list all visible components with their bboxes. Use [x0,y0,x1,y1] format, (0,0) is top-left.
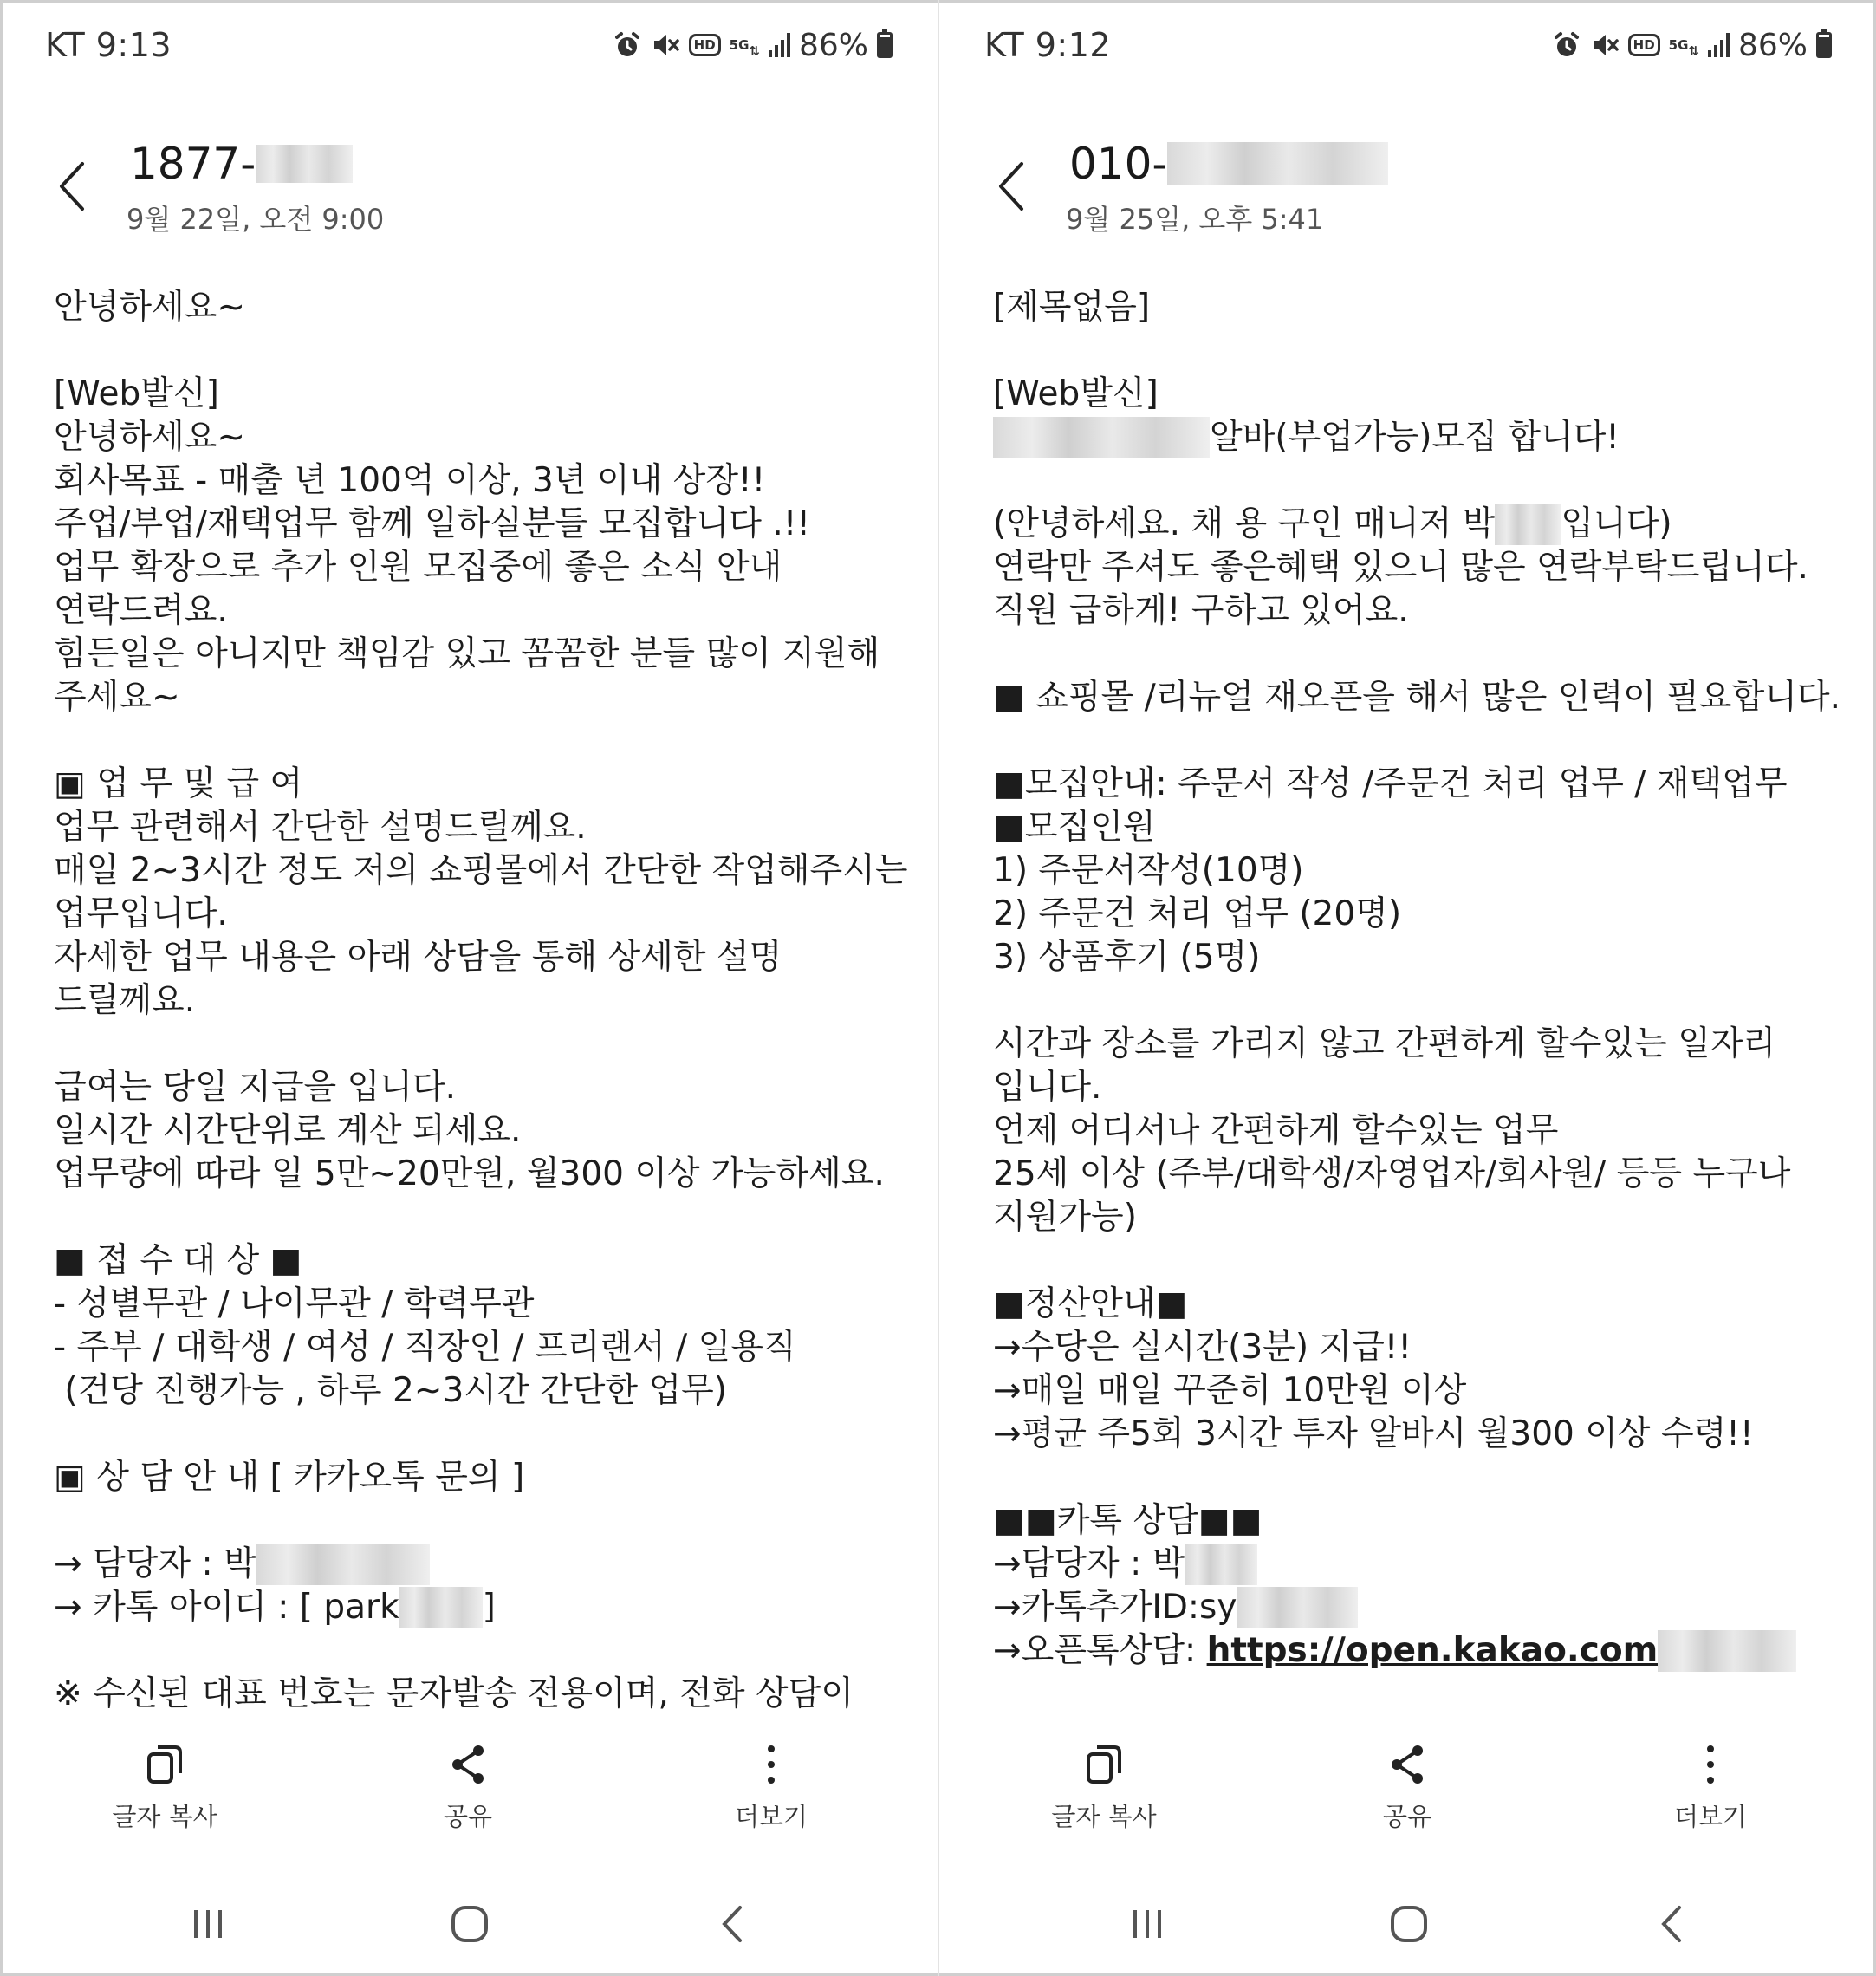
hd-voice-icon: HD [689,34,721,56]
blank-line [993,979,1851,1023]
message-date: 9월 25일, 오후 5:41 [1066,203,1324,236]
chevron-left-icon [994,160,1029,212]
contact-manager-line: →담당자 : 박 [993,1543,1851,1586]
blank-line [993,1239,1851,1283]
back-button[interactable] [50,156,94,217]
status-bar [45,23,893,68]
message-line: 연락드려요. [54,591,228,630]
message-body [993,286,1851,1729]
blank-line [54,329,912,373]
redacted-block [256,1544,430,1585]
back-arrow-icon [719,1904,745,1944]
copy-text-button[interactable] [1009,1742,1199,1833]
mute-icon [651,30,680,60]
home-button[interactable] [435,1898,504,1950]
redacted-block [399,1587,483,1628]
share-button[interactable] [373,1742,563,1833]
message-line: 업무입니다. [54,894,228,933]
5g-icon: 5G ⇅ [729,36,760,59]
message-line: 급여는 당일 지급을 입니다. [54,1068,457,1107]
message-line: 1) 주문서작성(10명) [993,851,1304,890]
redacted-block [993,417,1210,458]
message-body [54,286,912,1729]
hd-voice-icon: HD [1628,34,1660,56]
message-line: ■모집안내: 주문서 작성 /주문건 처리 업무 / 재택업무 [993,764,1788,803]
more-button[interactable] [676,1742,867,1833]
message-line: 3) 상품후기 (5명) [993,938,1261,977]
alarm-icon [1552,30,1581,60]
blank-line [54,719,912,763]
system-back-button[interactable] [698,1898,767,1950]
share-icon [1386,1742,1428,1787]
more-button[interactable] [1615,1742,1806,1833]
message-line: 업무 확장으로 추가 인원 모집중에 좋은 소식 안내 [54,548,782,587]
message-line: [Web발신] [993,374,1159,413]
message-line: 매일 2~3시간 정도 저의 쇼핑몰에서 간단한 작업해주시는 [54,851,908,890]
signal-icon [1708,33,1730,57]
home-icon [450,1904,490,1944]
message-line: ■ 쇼핑몰 /리뉴얼 재오픈을 해서 많은 인력이 필요합니다. [993,678,1840,717]
chevron-left-icon [55,160,89,212]
message-date: 9월 22일, 오전 9:00 [127,203,385,236]
contact-manager-line: → 담당자 : 박 [54,1543,912,1586]
more-label: 더보기 [734,1802,808,1831]
open-chat-line: →오픈톡상담: https://open.kakao.com [993,1629,1851,1673]
message-line: 안녕하세요~ [54,418,246,457]
message-action-bar [939,1742,1876,1863]
message-line: 입니다. [993,1068,1102,1107]
blank-line [54,1413,912,1456]
recents-button[interactable] [1113,1898,1182,1950]
system-navigation-bar [939,1881,1876,1967]
copy-icon [1083,1742,1125,1787]
redacted-block [1185,1544,1257,1585]
system-navigation-bar [0,1881,938,1967]
message-action-bar [0,1742,938,1863]
blank-line [993,329,1851,373]
recents-icon [189,1907,227,1941]
message-header [45,130,903,243]
message-line: ■모집인원 [993,808,1156,847]
message-line: 지원가능) [993,1198,1137,1237]
message-line: 2) 주문건 처리 업무 (20명) [993,894,1402,933]
blank-line [54,1499,912,1543]
share-label: 공유 [443,1802,493,1831]
battery-icon [1816,32,1832,58]
more-vertical-icon [1690,1742,1731,1787]
blank-line [54,1196,912,1239]
open-chat-link[interactable]: https://open.kakao.com [1206,1631,1659,1670]
copy-text-label: 글자 복사 [112,1802,217,1831]
home-icon [1389,1904,1429,1944]
message-line: 시간과 장소를 가리지 않고 간편하게 할수있는 일자리 [993,1024,1776,1063]
recents-button[interactable] [173,1898,243,1950]
message-line: 업무 관련해서 간단한 설명드릴께요. [54,808,587,847]
message-line: 회사목표 - 매출 년 100억 이상, 3년 이내 상장!! [54,461,766,500]
redacted-block [1658,1630,1796,1672]
message-line: 주세요~ [54,678,180,717]
message-line: ■■카톡 상담■■ [993,1501,1263,1540]
message-line: 주업/부업/재택업무 함께 일하실분들 모집합니다 .!! [54,504,811,543]
battery-percent: 86% [1737,27,1808,63]
blank-line [54,1629,912,1673]
more-vertical-icon [750,1742,792,1787]
redacted-block [1167,142,1388,185]
redacted-block [1237,1587,1358,1628]
message-line: ▣ 상 담 안 내 [ 카카오톡 문의 ] [54,1458,525,1497]
phone-screen-right [939,0,1876,1976]
blank-line [993,1456,1851,1499]
signal-icon [769,33,790,57]
message-line: 업무량에 따라 일 5만~20만원, 월300 이상 가능하세요. [54,1154,885,1193]
message-line: ■정산안내■ [993,1284,1188,1323]
recents-icon [1128,1907,1166,1941]
redacted-block [1495,504,1561,545]
message-line: 드릴께요. [54,981,196,1020]
carrier-time: KT 9:13 [45,26,172,64]
back-arrow-icon [1659,1904,1685,1944]
battery-icon [877,32,893,58]
message-line: ▣ 업 무 및 급 여 [54,764,303,803]
copy-text-label: 글자 복사 [1051,1802,1157,1831]
alarm-icon [613,30,642,60]
blank-line [993,459,1851,503]
message-line: [Web발신] [54,374,219,413]
kakao-id-line: →카톡추가ID:sy [993,1586,1851,1629]
kakao-id-line: → 카톡 아이디 : [ park ] [54,1588,496,1627]
message-header [984,130,1842,243]
share-label: 공유 [1382,1802,1432,1831]
message-line: ※ 수신된 대표 번호는 문자발송 전용이며, 전화 상담이 [54,1674,854,1713]
status-icons [1552,28,1832,63]
recruit-line: 알바(부업가능)모집 합니다! [993,416,1851,459]
mute-icon [1590,30,1620,60]
blank-line [993,633,1851,676]
sender-number: 1877- [130,139,353,189]
redacted-block [256,145,353,183]
system-back-button[interactable] [1637,1898,1706,1950]
message-line: (건당 진행가능 , 하루 2~3시간 간단한 업무) [54,1371,728,1410]
share-button[interactable] [1312,1742,1503,1833]
status-bar [984,23,1832,68]
message-line: ■ 접 수 대 상 ■ [54,1241,302,1280]
message-line: 자세한 업무 내용은 아래 상담을 통해 상세한 설명 [54,938,782,977]
copy-icon [144,1742,185,1787]
message-line: 25세 이상 (주부/대학생/자영업자/회사원/ 등등 누구나 [993,1154,1791,1193]
home-button[interactable] [1374,1898,1444,1950]
message-line: →수당은 실시간(3분) 지급!! [993,1328,1412,1367]
status-icons [613,28,893,63]
back-button[interactable] [990,156,1033,217]
message-line: 언제 어디서나 간편하게 할수있는 업무 [993,1111,1559,1150]
message-line: →매일 매일 꾸준히 10만원 이상 [993,1371,1467,1410]
more-label: 더보기 [1673,1802,1748,1831]
share-icon [447,1742,489,1787]
blank-line [54,1023,912,1066]
5g-icon: 5G ⇅ [1668,36,1699,59]
message-line: - 주부 / 대학생 / 여성 / 직장인 / 프리랜서 / 일용직 [54,1328,796,1367]
blank-line [993,719,1851,763]
message-line: 힘든일은 아니지만 책임감 있고 꼼꼼한 분들 많이 지원해 [54,634,880,673]
battery-percent: 86% [798,27,868,63]
message-line: 연락만 주셔도 좋은혜택 있으니 많은 연락부탁드립니다. [993,548,1808,587]
manager-intro-line: (안녕하세요. 채 용 구인 매니저 박 입니다) [993,504,1672,543]
message-line: [제목없음] [993,288,1151,327]
message-line: 안녕하세요~ [54,288,246,327]
carrier-time: KT 9:12 [984,26,1112,64]
copy-text-button[interactable] [69,1742,260,1833]
message-line: - 성별무관 / 나이무관 / 학력무관 [54,1284,535,1323]
message-line: →평균 주5회 3시간 투자 알바시 월300 이상 수령!! [993,1414,1754,1453]
sender-number: 010- [1069,139,1388,189]
message-line: 일시간 시간단위로 계산 되세요. [54,1111,522,1150]
message-line: 직원 급하게! 구하고 있어요. [993,591,1409,630]
